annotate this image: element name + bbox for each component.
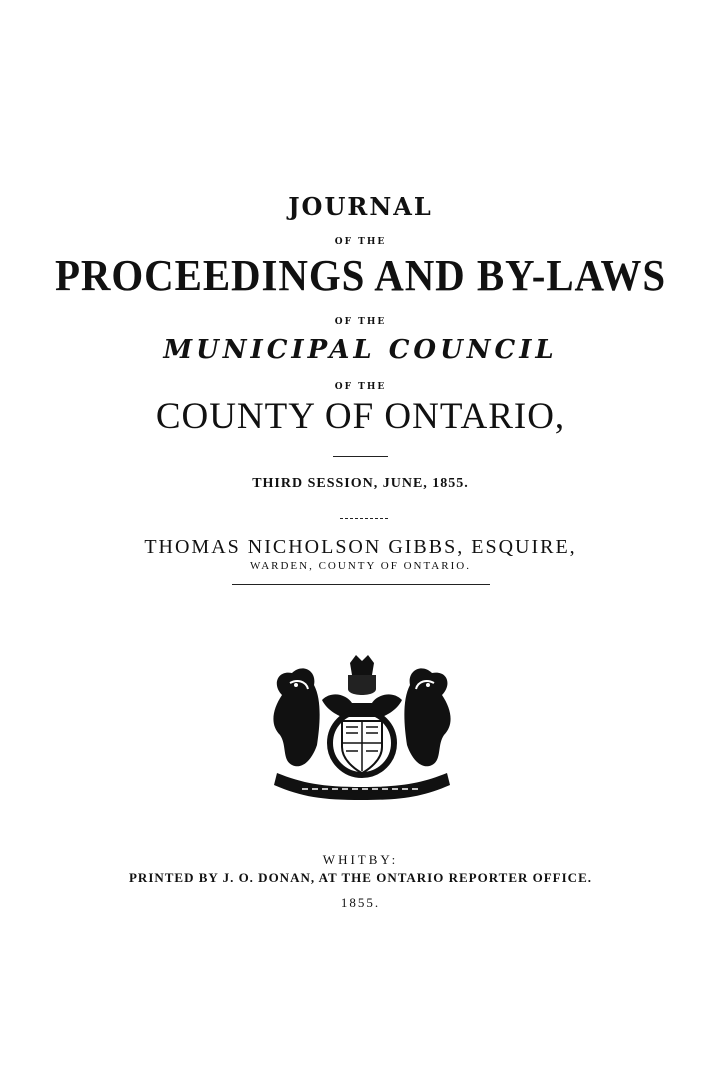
warden-title: WARDEN, COUNTY OF ONTARIO. [250,560,471,572]
printer-imprint: PRINTED BY J. O. DONAN, AT THE ONTARIO REPORTER OFFICE. [128,870,592,885]
journal-heading: JOURNAL [288,192,433,221]
warden-name: THOMAS NICHOLSON GIBBS, ESQUIRE, [144,536,577,558]
divider [333,456,388,457]
divider [340,518,388,519]
of-the-connector: OF THE [334,237,387,247]
publication-year: 1855. [340,895,381,910]
divider [232,584,490,585]
royal-coat-of-arms-icon [262,655,462,800]
session-line: THIRD SESSION, JUNE, 1855. [252,476,469,491]
municipal-council-heading: MUNICIPAL COUNCIL [163,335,558,365]
place-of-printing: WHITBY: [322,852,399,867]
proceedings-heading: PROCEEDINGS AND BY-LAWS [54,251,667,300]
county-heading: COUNTY OF ONTARIO, [155,396,566,437]
of-the-connector: OF THE [334,382,387,392]
of-the-connector: OF THE [334,317,387,327]
